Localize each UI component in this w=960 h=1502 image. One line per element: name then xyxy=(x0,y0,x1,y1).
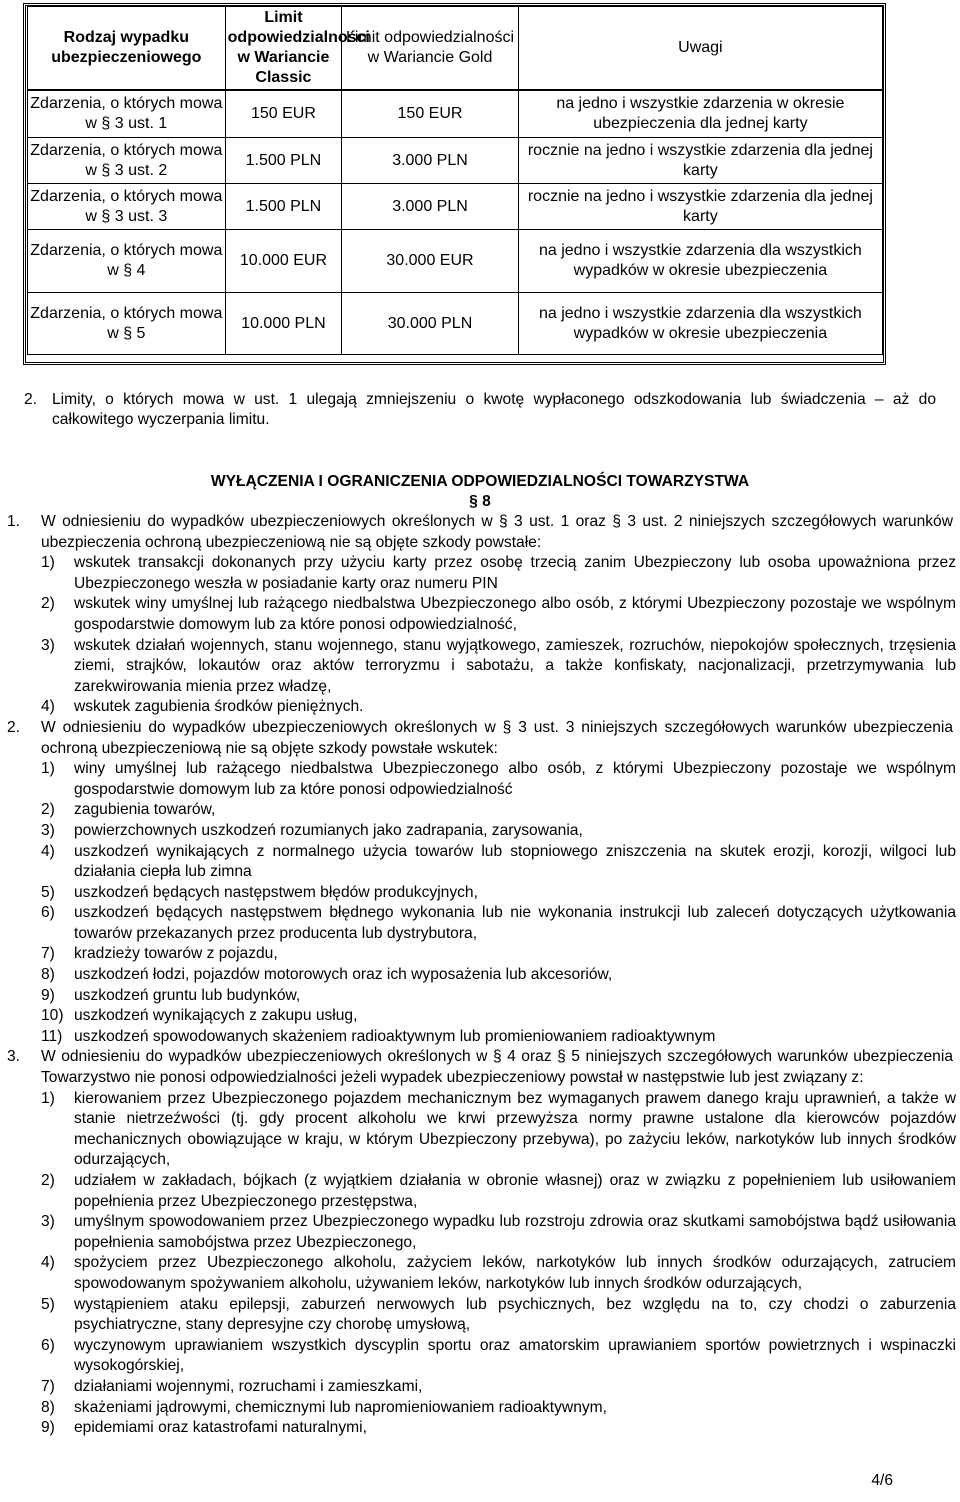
header-type: Rodzaj wypadku ubezpieczeniowego xyxy=(28,7,226,90)
list-item-number: 7) xyxy=(41,945,55,963)
row-gold: 150 EUR xyxy=(342,91,519,138)
limits-note-text: Limity, o których mowa w ust. 1 ulegają zmniejszeniu o kwotę wypłaconego odszkodowania lub świadczenia – aż do całkowitego wyczerpania limitu. xyxy=(52,391,936,428)
list-item xyxy=(0,1027,960,1048)
paragraph-number: 2. xyxy=(7,718,21,736)
list-item-number: 2) xyxy=(41,1172,55,1189)
list-item-number: 4) xyxy=(41,698,55,716)
list-item-number: 6) xyxy=(41,904,55,922)
paragraph-text: W odniesieniu do wypadków ubezpieczeniowych określonych w § 3 ust. 3 niniejszych szczegółowych warunków ubezpieczenia ochroną ubezpieczeniową nie są objęte szkody powstałe wskutek: xyxy=(41,718,953,757)
list-item xyxy=(0,800,960,821)
row-type: Zdarzenia, o których mowa w § 3 ust. 2 xyxy=(28,138,226,184)
list-item xyxy=(0,1418,960,1439)
list-item-text: powierzchownych uszkodzeń rozumianych jako zadrapania, zarysowania, xyxy=(74,821,583,839)
list-item-number: 3) xyxy=(41,636,55,654)
list-item xyxy=(0,842,960,883)
list-item-number: 1) xyxy=(41,554,55,572)
row-gold: 30.000 PLN xyxy=(342,293,519,355)
list-item-text: winy umyślnej lub rażącego niedbalstwa Ubezpieczonego albo osób, z którymi Ubezpieczony pozostaje we wspólnym gospodarstwie domowym lub za które ponosi odpowiedzialność xyxy=(74,760,956,798)
row-type: Zdarzenia, o których mowa w § 4 xyxy=(28,230,226,293)
header-notes: Uwagi xyxy=(518,7,882,90)
list-item xyxy=(0,1336,960,1377)
paragraph-text: W odniesieniu do wypadków ubezpieczeniowych określonych w § 3 ust. 1 oraz § 3 ust. 2 niniejszych szczegółowych warunków ubezpieczenia ochroną ubezpieczeniową nie są objęte szkody powstałe: xyxy=(41,513,953,551)
exclusions-body xyxy=(0,512,960,1439)
paragraph-number: 1. xyxy=(7,513,21,530)
list-item xyxy=(0,1006,960,1027)
list-item-text: uszkodzeń wynikających z normalnego użycia towarów lub stopniowego zniszczenia na skutek erozji, korozji, wilgoci lub działania ciepła lub zimna xyxy=(74,842,956,881)
list-item xyxy=(0,1398,960,1419)
list-item-number: 10) xyxy=(41,1007,64,1025)
list-item-text: wskutek zagubienia środków pieniężnych. xyxy=(74,698,364,716)
list-item xyxy=(0,1171,960,1212)
list-item-number: 3) xyxy=(41,1213,55,1231)
list-item-number: 4) xyxy=(41,842,55,860)
list-item-text: uszkodzeń łodzi, pojazdów motorowych oraz ich wyposażenia lub akcesoriów, xyxy=(74,966,613,984)
list-item-text: wskutek transakcji dokonanych przy użyciu karty przez osobę trzecią zanim Ubezpieczony lub osoba upoważniona przez Ubezpieczonego weszła w posiadanie karty oraz numeru PIN xyxy=(74,554,956,592)
list-item-text: zagubienia towarów, xyxy=(74,801,216,819)
row-note: rocznie na jedno i wszystkie zdarzenia dla jednej karty xyxy=(518,184,882,230)
list-item-text: wystąpieniem ataku epilepsji, zaburzeń nerwowych lub psychicznych, bez względu na to, czy chodzi o zaburzenia psychiatryczne, stany depresyjne czy chorobę umysłową, xyxy=(74,1295,956,1334)
list-item-text: skażeniami jądrowymi, chemicznymi lub napromieniowaniem radioaktywnym, xyxy=(74,1398,607,1416)
table-header-row xyxy=(28,7,883,90)
row-type: Zdarzenia, o których mowa w § 3 ust. 1 xyxy=(28,91,226,138)
list-item-text: uszkodzeń spowodowanych skażeniem radioaktywnym lub promieniowaniem radioaktywnym xyxy=(74,1027,716,1045)
list-item xyxy=(0,1295,960,1336)
list-item-text: spożyciem przez Ubezpieczonego alkoholu, zażyciem leków, narkotyków lub innych środków odurzających, zatruciem spowodowanym spożywaniem alkoholu, używaniem leków, narkotyków lub innych środków odurzających, xyxy=(74,1254,956,1292)
paragraph xyxy=(0,1047,960,1088)
list-item-number: 2) xyxy=(41,595,55,613)
list-item-number: 9) xyxy=(41,986,55,1004)
row-note: na jedno i wszystkie zdarzenia dla wszystkich wypadków w okresie ubezpieczenia xyxy=(518,230,882,293)
row-classic: 150 EUR xyxy=(225,91,342,138)
list-item xyxy=(0,594,960,635)
table-row xyxy=(28,91,883,138)
list-item-text: wyczynowym uprawianiem wszystkich dyscyplin sportu oraz amatorskim uprawianiem sportów powietrznych i wspinaczki wysokogórskiej, xyxy=(74,1336,956,1375)
table-row xyxy=(28,184,883,230)
list-item xyxy=(0,883,960,904)
list-item xyxy=(0,697,960,718)
list-item xyxy=(0,903,960,944)
row-gold: 30.000 EUR xyxy=(342,230,519,293)
row-classic: 10.000 EUR xyxy=(225,230,342,293)
list-item-number: 4) xyxy=(41,1254,55,1272)
list-item xyxy=(0,1212,960,1253)
section-number: § 8 xyxy=(469,493,491,510)
table-row xyxy=(28,230,883,293)
row-gold: 3.000 PLN xyxy=(342,184,519,230)
list-item-text: kradzieży towarów z pojazdu, xyxy=(74,945,278,963)
list-item-text: uszkodzeń będących następstwem błędnego wykonania lub nie wykonania instrukcji lub zaleceń dotyczących użytkowania towarów przekazanych przez producenta lub dystrybutora, xyxy=(74,904,956,942)
list-item xyxy=(0,965,960,986)
list-item xyxy=(0,759,960,800)
list-item-number: 11) xyxy=(41,1027,63,1045)
list-item xyxy=(0,1089,960,1171)
list-item xyxy=(0,636,960,698)
list-item xyxy=(0,1253,960,1294)
list-item-number: 5) xyxy=(41,883,55,901)
row-classic: 10.000 PLN xyxy=(225,293,342,355)
list-item-number: 7) xyxy=(41,1377,55,1395)
list-item-number: 2) xyxy=(41,801,55,819)
list-item-text: uszkodzeń wynikających z zakupu usług, xyxy=(74,1007,358,1025)
row-type: Zdarzenia, o których mowa w § 3 ust. 3 xyxy=(28,184,226,230)
list-item-number: 9) xyxy=(41,1419,55,1437)
list-item xyxy=(0,821,960,842)
list-item-text: kierowaniem przez Ubezpieczonego pojazdem mechanicznym bez wymaganych prawem danego kraju uprawnień, a także w stanie nietrzeźwości (tj. gdy procent alkoholu we krwi przewyższa normy prawne ustalone dla kierowców pojazdów mechanicznych obowiązujące w kraju, w którym Ubezpieczony przebywa), po zażyciu leków, narkotyków lub innych środków odurzających, xyxy=(74,1089,956,1169)
header-gold: Limit odpowiedzialności w Wariancie Gold xyxy=(342,7,519,90)
section-heading: WYŁĄCZENIA I OGRANICZENIA ODPOWIEDZIALNOŚCI TOWARZYSTWA xyxy=(210,473,750,490)
row-gold: 3.000 PLN xyxy=(342,138,519,184)
list-item xyxy=(0,986,960,1007)
list-item-text: wskutek działań wojennych, stanu wojennego, stanu wyjątkowego, zamieszek, rozruchów, niepokojów społecznych, trzęsienia ziemi, strajków, lokautów oraz aktów terroryzmu i sabotażu, a także konfiskaty, nacjonalizacji, przetrzymywania lub zarekwirowania mienia przez władzę, xyxy=(74,636,956,695)
list-item-text: wskutek winy umyślnej lub rażącego niedbalstwa Ubezpieczonego albo osób, z którymi Ubezpieczony pozostaje we wspólnym gospodarstwie domowym lub za które ponosi odpowiedzialność, xyxy=(74,595,956,633)
list-item xyxy=(0,553,960,594)
page-number: 4/6 xyxy=(871,1472,893,1489)
row-note: na jedno i wszystkie zdarzenia w okresie ubezpieczenia dla jednej karty xyxy=(518,91,882,138)
list-item-text: udziałem w zakładach, bójkach (z wyjątkiem działania w obronie własnej) oraz w związku z popełnieniem lub usiłowaniem popełnienia przez Ubezpieczonego przestępstwa, xyxy=(74,1172,956,1210)
list-item-text: epidemiami oraz katastrofami naturalnymi, xyxy=(74,1419,367,1437)
row-classic: 1.500 PLN xyxy=(225,138,342,184)
paragraph xyxy=(0,512,960,553)
row-note: rocznie na jedno i wszystkie zdarzenia dla jednej karty xyxy=(518,138,882,184)
list-item-number: 1) xyxy=(41,760,55,778)
list-item-text: umyślnym spowodowaniem przez Ubezpieczonego wypadku lub rozstroju zdrowia oraz skutkami samobójstwa bądź usiłowania popełnienia samobójstwa przez Ubezpieczonego, xyxy=(74,1213,956,1251)
paragraph xyxy=(0,718,960,759)
list-item-number: 8) xyxy=(41,1398,55,1416)
limits-table xyxy=(27,6,883,355)
list-item-number: 6) xyxy=(41,1336,55,1354)
table-row xyxy=(28,138,883,184)
list-item-text: uszkodzeń gruntu lub budynków, xyxy=(74,986,301,1004)
paragraph-text: W odniesieniu do wypadków ubezpieczeniowych określonych w § 4 oraz § 5 niniejszych szczegółowych warunków ubezpieczenia Towarzystwo nie ponosi odpowiedzialności jeżeli wypadek ubezpieczeniowy powstał w następstwie lub jest związany z: xyxy=(41,1048,953,1087)
list-item-number: 8) xyxy=(41,966,55,984)
paragraph-number: 3. xyxy=(7,1048,21,1066)
list-item-number: 3) xyxy=(41,821,55,839)
table-row xyxy=(28,293,883,355)
row-classic: 1.500 PLN xyxy=(225,184,342,230)
header-classic: Limit odpowiedzialności w Wariancie Classic xyxy=(225,7,342,90)
row-note: na jedno i wszystkie zdarzenia dla wszystkich wypadków w okresie ubezpieczenia xyxy=(518,293,882,355)
list-item xyxy=(0,1377,960,1398)
list-item-number: 5) xyxy=(41,1295,55,1313)
list-item-text: działaniami wojennymi, rozruchami i zamieszkami, xyxy=(74,1377,423,1395)
limits-note-number: 2. xyxy=(24,391,38,408)
row-type: Zdarzenia, o których mowa w § 5 xyxy=(28,293,226,355)
list-item-number: 1) xyxy=(41,1089,55,1107)
limits-note xyxy=(24,390,936,430)
list-item-text: uszkodzeń będących następstwem błędów produkcyjnych, xyxy=(74,883,478,901)
list-item xyxy=(0,944,960,965)
